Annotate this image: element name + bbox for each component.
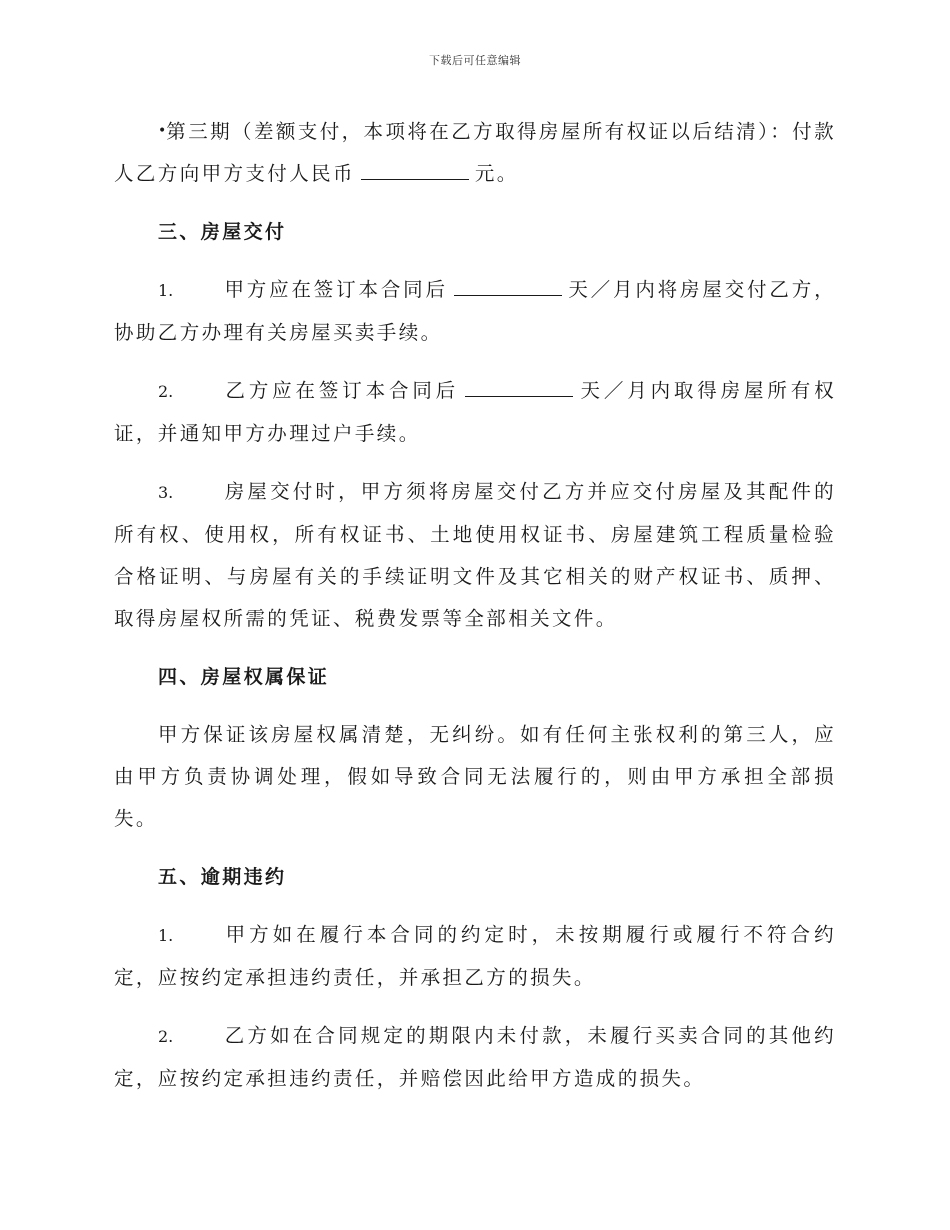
item-number: 2. [158,1027,174,1046]
document-body [114,110,836,1116]
item-number: 2. [158,382,174,401]
item-text: 甲方应在签订本合同后 [224,278,448,301]
item-text: 乙方如在合同规定的期限内未付款，未履行买卖合同的其他约定，应按约定承担违约责任，并赔偿因此给甲方造成的损失。 [114,1024,836,1090]
delivery-item-3 [114,471,836,640]
delivery-item-1 [114,269,836,354]
days-blank [465,372,573,397]
item-text: 天／月内取得房屋所有权证，并通知甲方办理过户手续。 [114,379,836,445]
page-header: 下载后可任意编辑 [429,54,521,67]
breach-item-1 [114,914,836,999]
item-number: 1. [158,281,174,300]
item-number: 3. [158,483,174,502]
item-text: 甲方如在履行本合同的约定时，未按期履行或履行不符合约定，应按约定承担违约责任，并承担乙方的损失。 [114,923,836,989]
breach-item-2 [114,1015,836,1100]
amount-blank [361,155,469,180]
bullet-icon: • [158,123,167,139]
payment-phase-three [114,110,836,195]
ownership-guarantee-text: 甲方保证该房屋权属清楚，无纠纷。如有任何主张权利的第三人，应由甲方负责协调处理，假如导致合同无法履行的，则由甲方承担全部损失。 [114,723,836,830]
payment-unit: 元。 [474,162,519,185]
item-text: 房屋交付时，甲方须将房屋交付乙方并应交付房屋及其配件的所有权、使用权，所有权证书、土地使用权证书、房屋建筑工程质量检验合格证明、与房屋有关的手续证明文件及其它相关的财产权证书、质押、取得房屋权所需的凭证、税费发票等全部相关文件。 [114,480,836,630]
delivery-item-2 [114,370,836,455]
days-blank [454,271,562,296]
item-text: 天／月内将房屋交付乙方，协助乙方办理有关房屋买卖手续。 [114,278,836,344]
section-title-delivery: 三、房屋交付 [158,221,287,243]
item-number: 1. [158,926,174,945]
item-text: 乙方应在签订本合同后 [224,379,460,402]
section-title-breach: 五、逾期违约 [158,866,287,888]
payment-text: 第三期（差额支付，本项将在乙方取得房屋所有权证以后结清）：付款人乙方向甲方支付人民币 [114,120,836,185]
section-title-ownership: 四、房屋权属保证 [158,666,330,688]
